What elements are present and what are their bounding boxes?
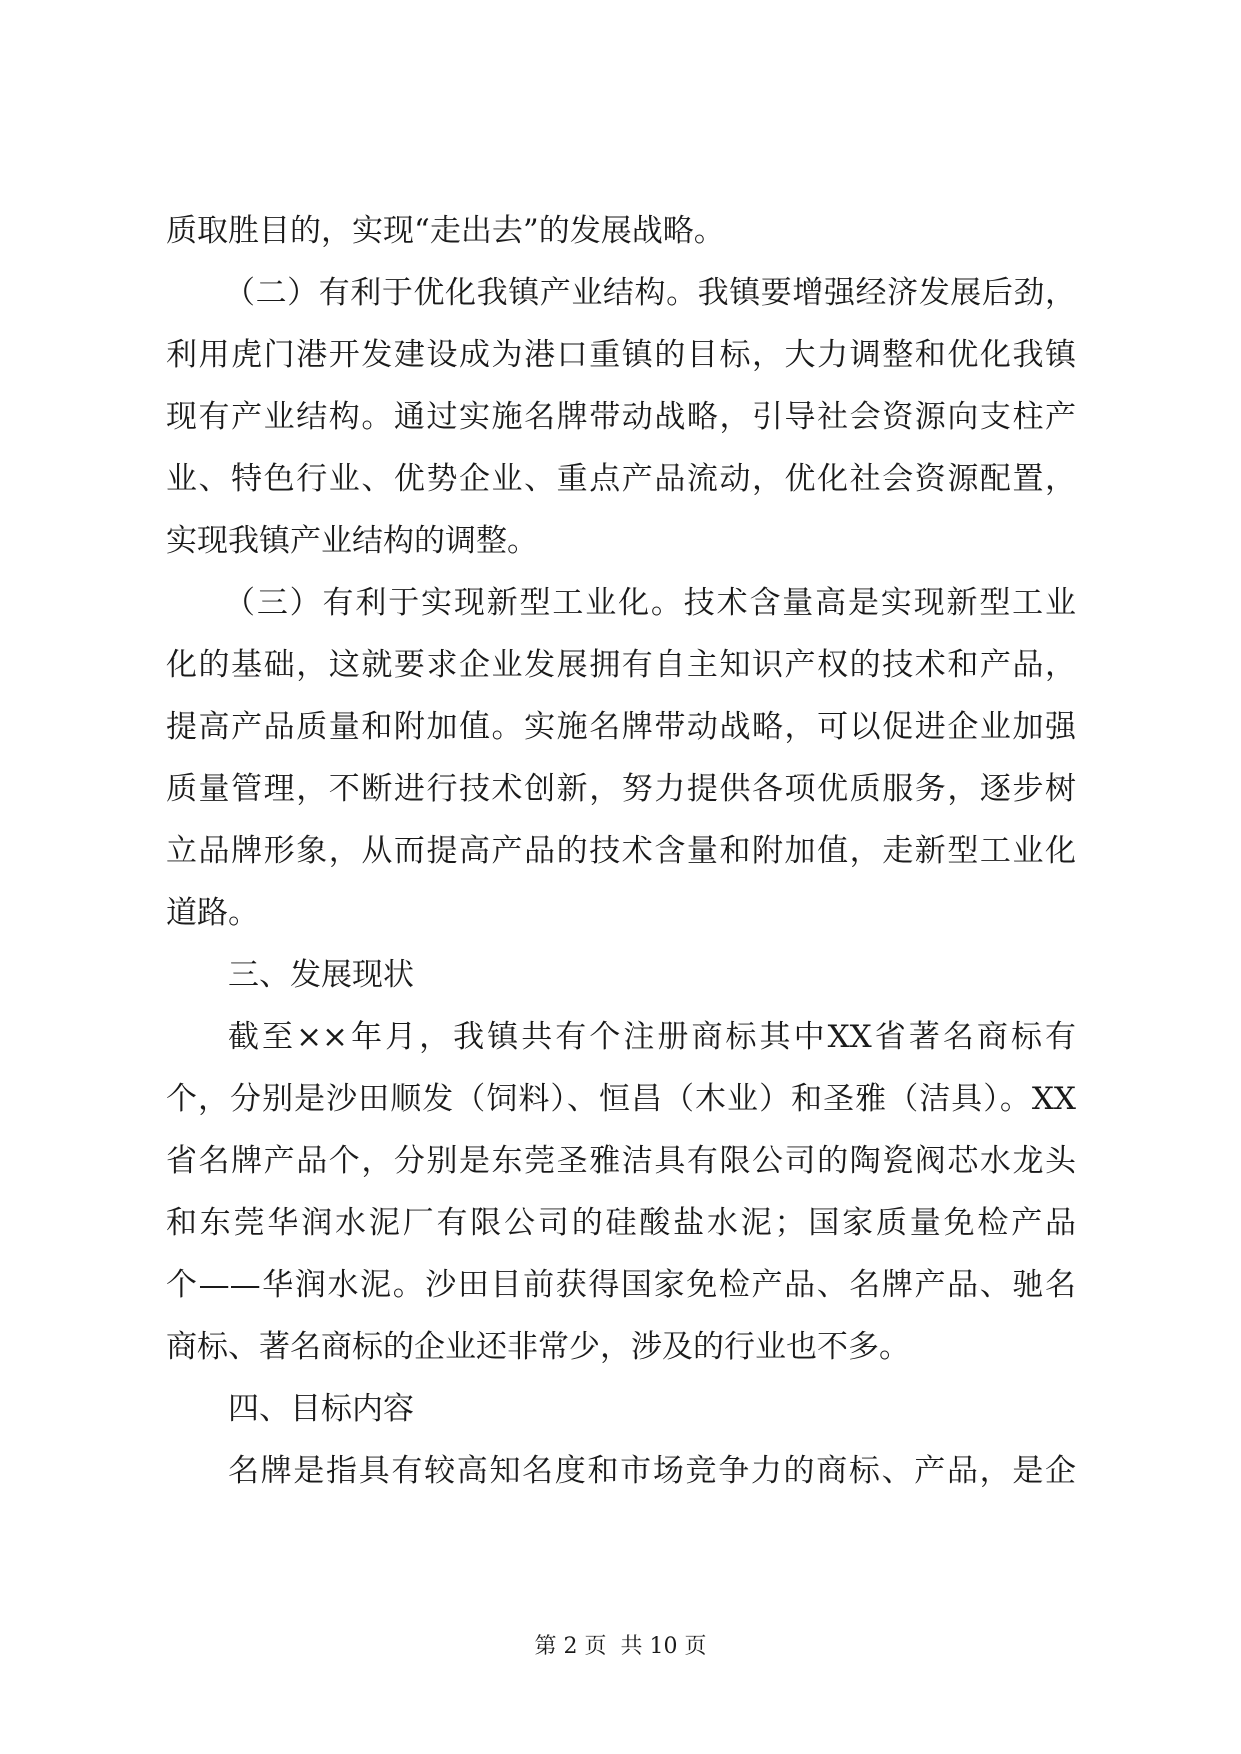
section-heading: 三、发展现状: [228, 957, 414, 993]
paragraph-line: 个，分别是沙田顺发（饲料）、恒昌（木业）和圣雅（洁具）。XX: [166, 1081, 1076, 1117]
paragraph-line: 商标、著名商标的企业还非常少，涉及的行业也不多。: [166, 1329, 910, 1365]
paragraph-line: 道路。: [166, 895, 259, 931]
paragraph-line: 截至××年月，我镇共有个注册商标其中XX省著名商标有: [228, 1019, 1076, 1055]
paragraph-line: （二）有利于优化我镇产业结构。我镇要增强经济发展后劲，: [224, 275, 1076, 311]
paragraph-line: （三）有利于实现新型工业化。技术含量高是实现新型工业: [224, 585, 1076, 621]
paragraph-line: 实现我镇产业结构的调整。: [166, 523, 538, 559]
paragraph-line: 名牌是指具有较高知名度和市场竞争力的商标、产品，是企: [228, 1453, 1076, 1489]
paragraph-line: 提高产品质量和附加值。实施名牌带动战略，可以促进企业加强: [166, 709, 1076, 745]
paragraph-line: 质量管理，不断进行技术创新，努力提供各项优质服务，逐步树: [166, 771, 1076, 807]
section-heading: 四、目标内容: [228, 1391, 414, 1427]
paragraph-line: 质取胜目的，实现“走出去”的发展战略。: [166, 213, 725, 249]
paragraph-line: 化的基础，这就要求企业发展拥有自主知识产权的技术和产品，: [166, 647, 1076, 683]
paragraph-line: 和东莞华润水泥厂有限公司的硅酸盐水泥；国家质量免检产品: [166, 1205, 1076, 1241]
paragraph-line: 业、特色行业、优势企业、重点产品流动，优化社会资源配置，: [166, 461, 1076, 497]
page-footer: [0, 1632, 1241, 1662]
paragraph-line: 立品牌形象，从而提高产品的技术含量和附加值，走新型工业化: [166, 833, 1076, 869]
paragraph-line: 个——华润水泥。沙田目前获得国家免检产品、名牌产品、驰名: [166, 1267, 1076, 1303]
paragraph-line: 现有产业结构。通过实施名牌带动战略，引导社会资源向支柱产: [166, 399, 1076, 435]
paragraph-line: 利用虎门港开发建设成为港口重镇的目标，大力调整和优化我镇: [166, 337, 1076, 373]
page-number-label: 第 2 页 共 10 页: [534, 1634, 707, 1659]
paragraph-line: 省名牌产品个，分别是东莞圣雅洁具有限公司的陶瓷阀芯水龙头: [166, 1143, 1076, 1179]
document-body: [166, 200, 1076, 1502]
